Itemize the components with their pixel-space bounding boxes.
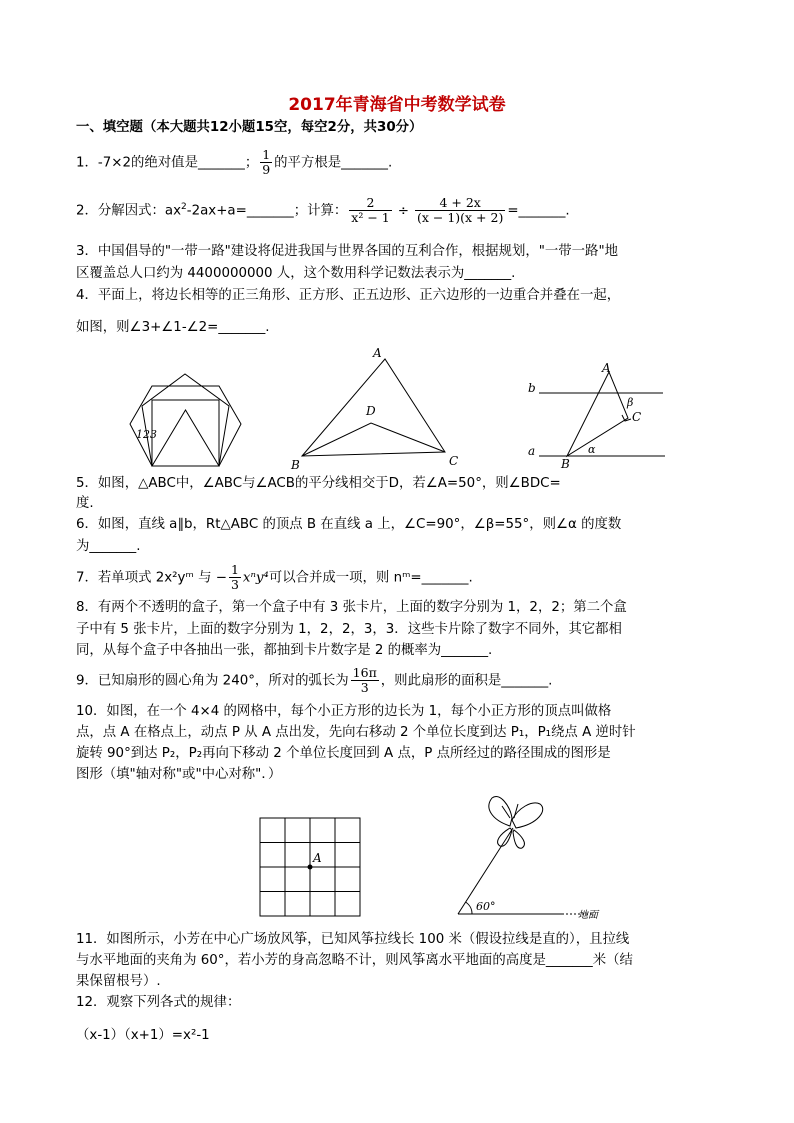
svg-text:A: A	[602, 361, 611, 375]
question-2: 2．分解因式：$ax^2-2ax+a=\_\_\_\_\_\_\_$；计算： $\frac{2}{\text{x² − 1}}$ ÷ $\frac{4 + 2x}{(x - 1)(x + 2)}$ =_______.	[76, 195, 570, 225]
svg-text:60°: 60°	[476, 900, 496, 913]
pentagon	[142, 374, 229, 466]
svg-text:D: D	[366, 404, 376, 418]
svg-text:a: a	[528, 444, 536, 458]
question-9: 9．已知扇形的圆心角为 240°，所对的弧长为 $\frac{16\pi}{3}$ ，则此扇形的面积是_______.	[76, 665, 553, 695]
question-6-line-1: 6．如图，直线 a∥b，Rt△ABC 的顶点 B 在直线 a 上，∠C=90°，∠β=55°，则∠α 的度数	[76, 517, 622, 532]
question-8-line-2: 子中有 5 张卡片，上面的数字分别为 1，2，2，3，3．这些卡片除了数字不同外，其它都相	[76, 622, 622, 637]
polygons-figure	[118, 358, 253, 470]
question-8-line-1: 8．有两个不透明的盒子，第一个盒子中有 3 张卡片，上面的数字分别为 1，2，2；第二个盒	[76, 600, 627, 615]
section-heading: 一、填空题（本大题共12小题15空，每空2分，共30分）	[76, 120, 423, 135]
svg-text:B: B	[561, 457, 570, 471]
triangle	[152, 410, 219, 466]
point-a	[308, 865, 313, 870]
question-11-line-2: 与水平地面的夹角为 60°，若小芳的身高忽略不计，则风筝离水平地面的高度是_______米（结	[76, 953, 633, 968]
question-5-line-2: 度.	[76, 496, 94, 511]
svg-text:α: α	[588, 443, 596, 456]
page-title: 2017年青海省中考数学试卷	[288, 95, 506, 115]
question-6-line-2: 为_______.	[76, 539, 141, 554]
question-3-line-1: 3．中国倡导的"一带一路"建设将促进我国与世界各国的互利合作，根据规划，"一带一路"地	[76, 244, 618, 259]
svg-text:A: A	[313, 851, 322, 865]
fraction-4-2x: $\frac{4 + 2x}{(x - 1)(x + 2)}$	[416, 195, 504, 225]
question-5-line-1: 5．如图，△ABC中，∠ABC与∠ACB的平分线相交于D，若∠A=50°，则∠BDC=	[76, 476, 561, 491]
question-12-line-1: 12．观察下列各式的规律：	[76, 995, 241, 1010]
fraction-16pi-over-3: $\frac{16\pi}{3}$	[352, 665, 377, 695]
fraction-one-third: $\frac{1}{3}$	[230, 562, 239, 592]
triangle-bisector-figure	[285, 345, 465, 473]
question-11-line-1: 11．如图所示，小芳在中心广场放风筝，已知风筝拉线长 100 米（假设拉线是直的），且拉线	[76, 932, 630, 947]
question-11-line-3: 果保留根号）.	[76, 974, 161, 989]
question-7: 7．若单项式 2x²yᵐ 与 − $\frac{1}{3}$ xⁿy⁴可以合并成一项，则 nᵐ=_______.	[76, 562, 473, 592]
svg-text:B: B	[291, 458, 300, 472]
parallel-lines-figure	[525, 360, 675, 472]
svg-text:β: β	[627, 396, 634, 409]
question-10-line-4: 图形（填"轴对称"或"中心对称"．）	[76, 767, 282, 782]
question-10-line-3: 旋转 90°到达 P₂，P₂再向下移动 2 个单位长度回到 A 点，P 点所经过的路径围成的图形是	[76, 746, 611, 761]
question-4-line-1: 4．平面上，将边长相等的正三角形、正方形、正五边形、正六边形的一边重合并叠在一起，	[76, 288, 621, 303]
question-10-line-2: 点，点 A 在格点上，动点 P 从 A 点出发，先向右移动 2 个单位长度到达 P₁，P₁绕点 A 逆时针	[76, 725, 636, 740]
hexagon	[130, 386, 241, 466]
question-12-line-2: （x-1）（x+1）=x²-1	[76, 1028, 210, 1043]
question-8-line-3: 同，从每个盒子中各抽出一张，都抽到卡片数字是 2 的概率为_______.	[76, 643, 493, 658]
grid-figure	[258, 816, 364, 920]
kite-figure	[452, 790, 612, 924]
svg-text:b: b	[528, 381, 536, 395]
fraction-2-over-x2-1: $\frac{2}{\text{x² − 1}}$	[351, 195, 390, 225]
svg-text:3: 3	[150, 428, 157, 441]
question-10-line-1: 10．如图，在一个 4×4 的网格中，每个小正方形的边长为 1，每个小正方形的顶点叫做格	[76, 704, 612, 719]
svg-text:地面: 地面	[578, 910, 598, 921]
svg-text:C: C	[449, 454, 459, 468]
question-4-line-2: 如图，则∠3+∠1-∠2=_______.	[76, 320, 270, 335]
svg-text:2: 2	[143, 428, 150, 441]
svg-text:A: A	[373, 346, 382, 360]
svg-text:C: C	[632, 410, 642, 424]
fraction-one-ninth: $\frac{1}{9}$	[262, 147, 271, 177]
question-3-line-2: 区覆盖总人口约为 4400000000 人，这个数用科学记数法表示为_______.	[76, 266, 516, 281]
question-1: 1．-7×2的绝对值是_______； $\frac{1}{9}$ 的平方根是_______.	[76, 147, 393, 177]
svg-text:1: 1	[136, 428, 143, 441]
